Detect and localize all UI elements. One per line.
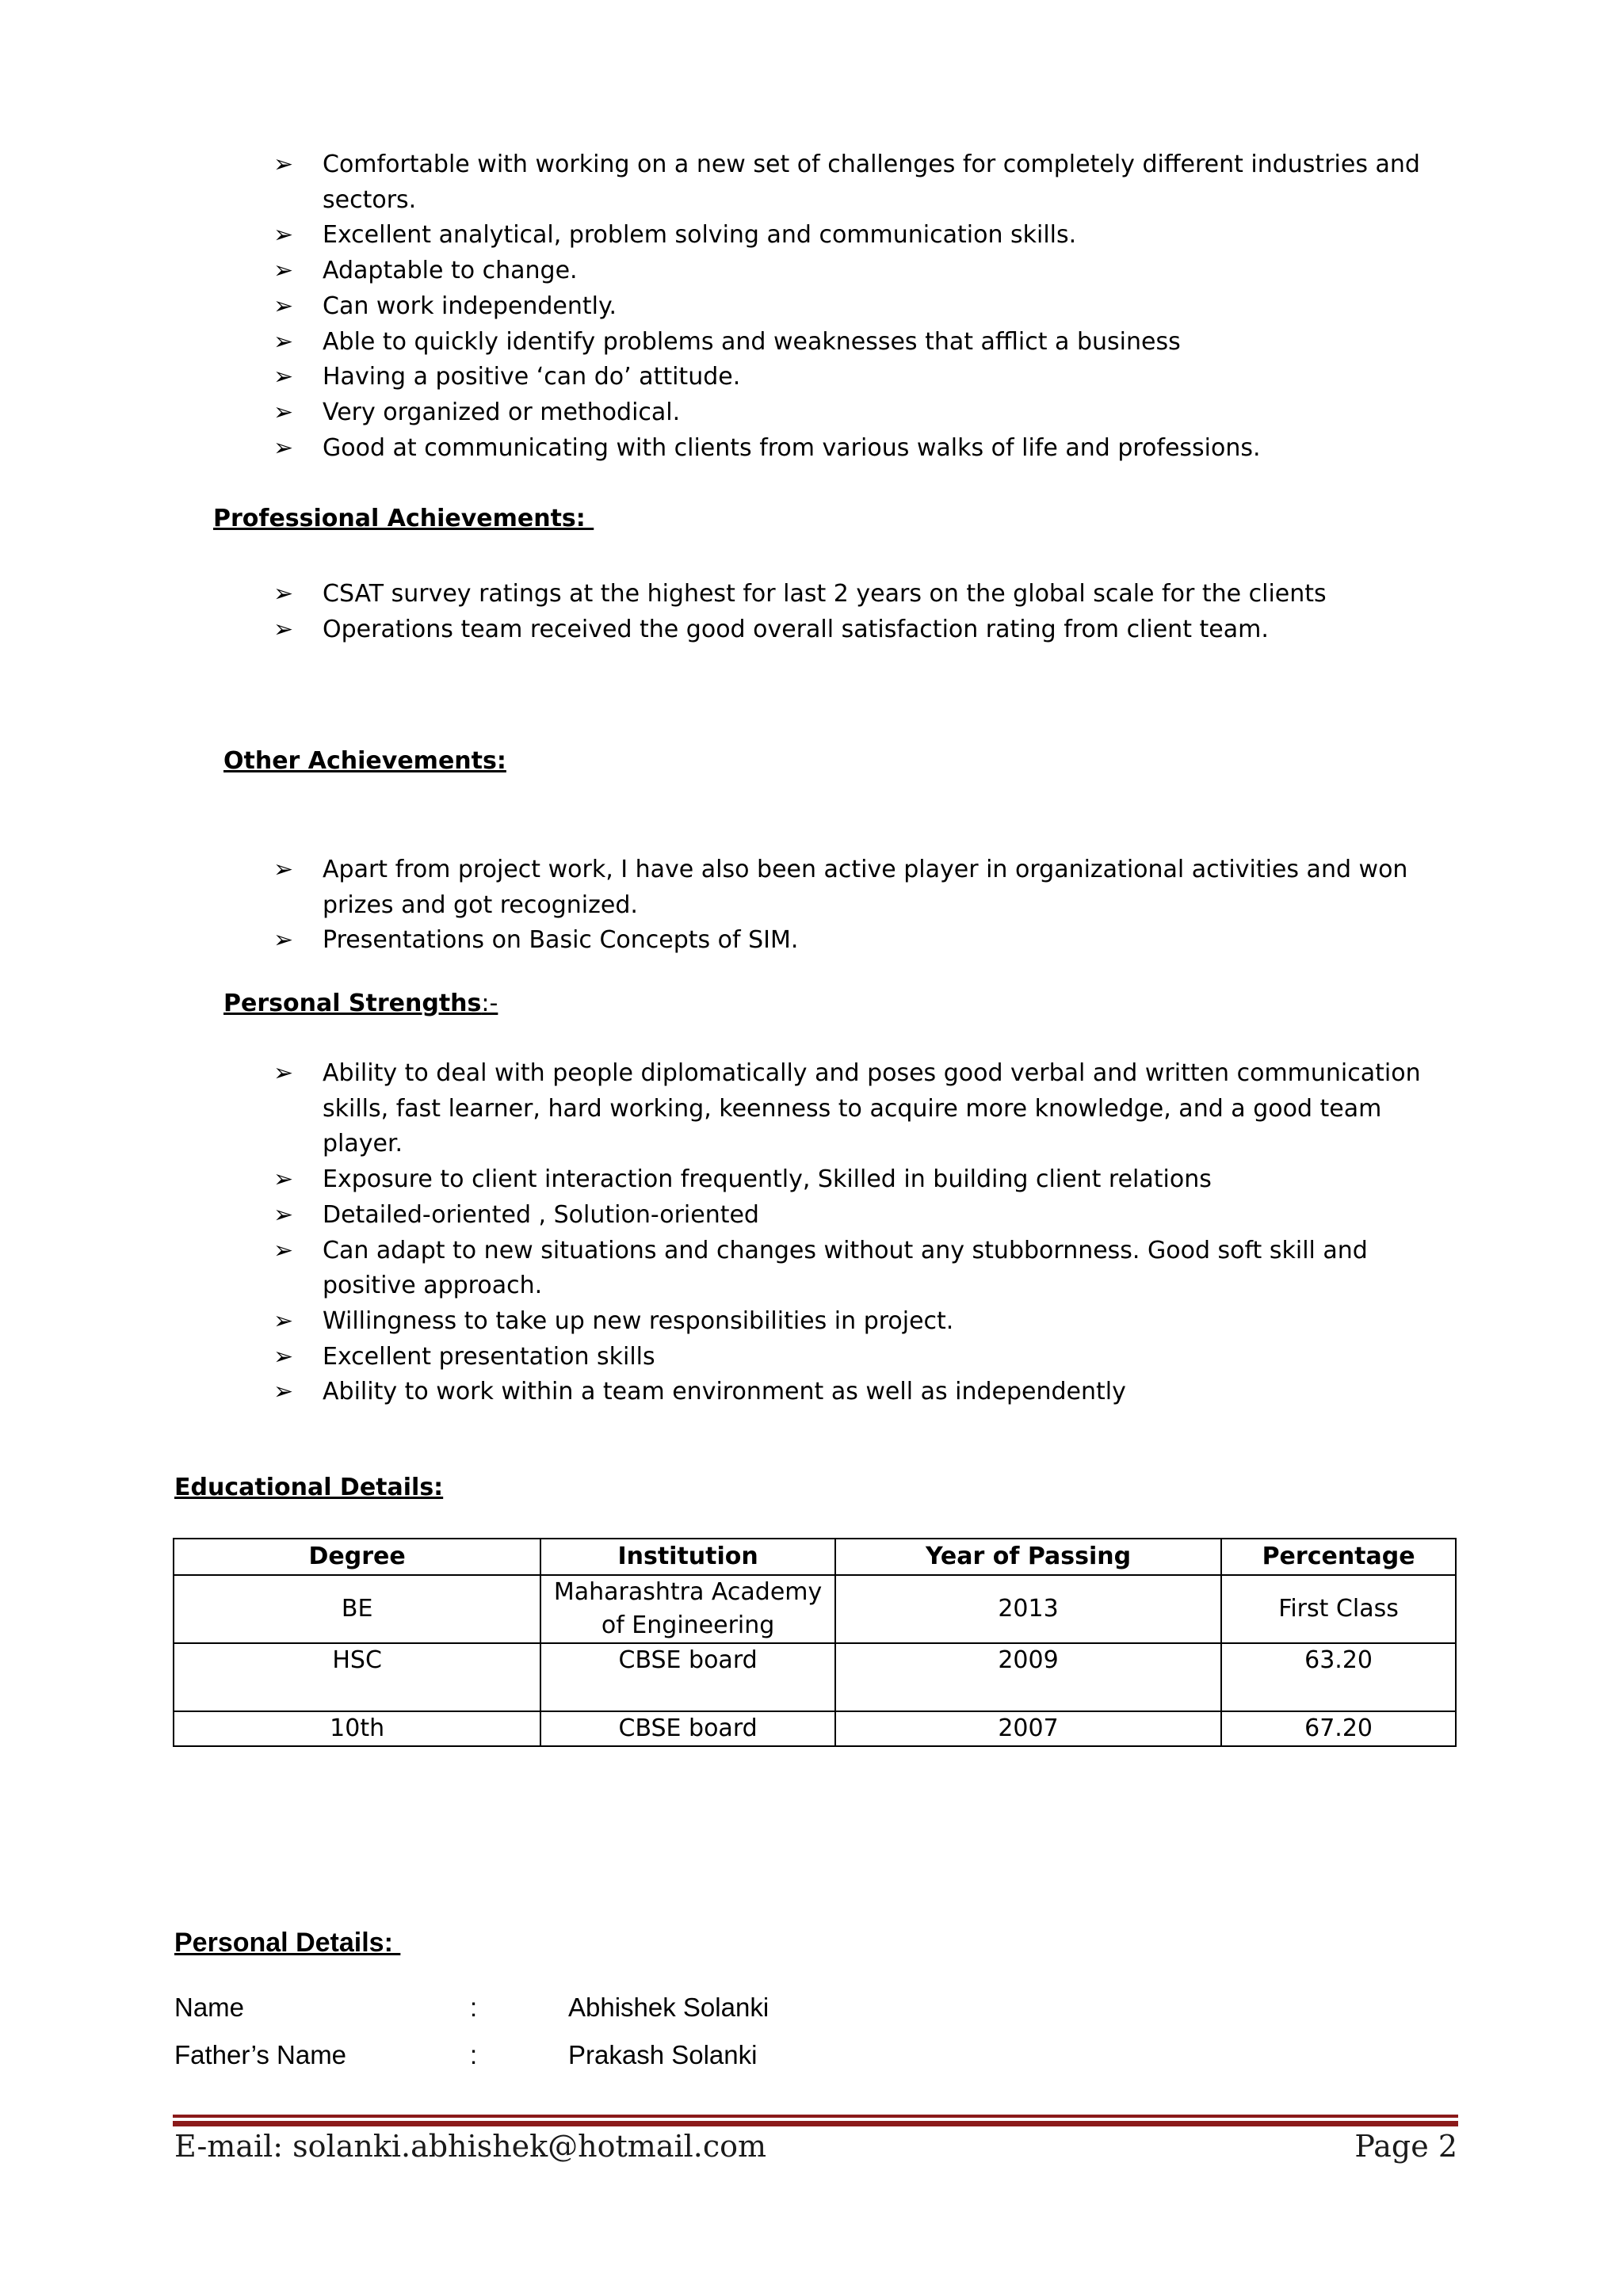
list-item: ➢ Apart from project work, I have also been active player in organizational activities and won prizes and got recognized. bbox=[273, 852, 1462, 923]
footer-page-number: Page 2 bbox=[1354, 2129, 1457, 2164]
column-header-percentage: Percentage bbox=[1221, 1539, 1456, 1575]
arrow-bullet-icon: ➢ bbox=[273, 363, 294, 391]
list-item: ➢ Very organized or methodical. bbox=[273, 395, 1462, 431]
arrow-bullet-icon: ➢ bbox=[273, 327, 294, 356]
personal-strengths-list bbox=[273, 1056, 1462, 1410]
footer-rule-thick bbox=[173, 2121, 1458, 2126]
arrow-bullet-icon: ➢ bbox=[273, 257, 294, 285]
personal-strengths-suffix: :- bbox=[481, 990, 498, 1017]
table-row bbox=[174, 1643, 1456, 1711]
arrow-bullet-icon: ➢ bbox=[273, 221, 294, 250]
arrow-bullet-icon: ➢ bbox=[273, 151, 294, 178]
cell-year: 2009 bbox=[835, 1643, 1221, 1711]
cell-institution: Maharashtra Academy of Engineering bbox=[540, 1575, 835, 1643]
table-row bbox=[174, 1711, 1456, 1746]
list-item: ➢ Ability to deal with people diplomatically and poses good verbal and written communication skills, fast learner, hard working, keenness to acquire more knowledge, and a good team player. bbox=[273, 1056, 1462, 1162]
cell-percentage: 67.20 bbox=[1221, 1711, 1456, 1746]
column-header-institution: Institution bbox=[540, 1539, 835, 1575]
footer-email: E-mail: solanki.abhishek@hotmail.com bbox=[174, 2129, 767, 2164]
list-item: ➢ Comfortable with working on a new set of challenges for completely different industries and sectors. bbox=[273, 147, 1462, 218]
arrow-bullet-icon: ➢ bbox=[273, 1059, 294, 1087]
detail-colon: : bbox=[470, 2040, 478, 2069]
cell-percentage: First Class bbox=[1221, 1575, 1456, 1643]
personal-details-heading: Personal Details: bbox=[174, 1928, 401, 1958]
list-item: ➢ Excellent analytical, problem solving and communication skills. bbox=[273, 218, 1462, 254]
detail-value: Abhishek Solanki bbox=[568, 1993, 769, 2022]
list-item: ➢ Can adapt to new situations and changes without any stubbornness. Good soft skill and positive approach. bbox=[273, 1234, 1462, 1304]
educational-details-heading: Educational Details: bbox=[174, 1474, 444, 1501]
cell-percentage: 63.20 bbox=[1221, 1643, 1456, 1711]
cell-year: 2013 bbox=[835, 1575, 1221, 1643]
professional-achievements-heading: Professional Achievements: bbox=[213, 505, 594, 532]
list-item: ➢ Having a positive ‘can do’ attitude. bbox=[273, 360, 1462, 395]
list-item: ➢ Operations team received the good overall satisfaction rating from client team. bbox=[273, 612, 1462, 648]
list-item: ➢ Willingness to take up new responsibilities in project. bbox=[273, 1304, 1462, 1340]
personal-strengths-title: Personal Strengths bbox=[223, 990, 482, 1017]
detail-label: Name bbox=[174, 1993, 245, 2022]
arrow-bullet-icon: ➢ bbox=[273, 398, 294, 426]
other-achievements-list bbox=[273, 852, 1462, 959]
arrow-bullet-icon: ➢ bbox=[273, 433, 294, 462]
skills-bullet-list bbox=[273, 147, 1462, 466]
arrow-bullet-icon: ➢ bbox=[273, 1200, 294, 1229]
table-header-row bbox=[174, 1539, 1456, 1575]
personal-strengths-heading bbox=[223, 990, 498, 1017]
arrow-bullet-icon: ➢ bbox=[273, 1342, 294, 1371]
list-item: ➢ Can work independently. bbox=[273, 289, 1462, 325]
list-item: ➢ Exposure to client interaction frequently, Skilled in building client relations bbox=[273, 1162, 1462, 1198]
list-item: ➢ Presentations on Basic Concepts of SIM. bbox=[273, 923, 1462, 959]
arrow-bullet-icon: ➢ bbox=[273, 615, 294, 643]
education-table bbox=[173, 1538, 1457, 1747]
list-item: ➢ Good at communicating with clients from various walks of life and professions. bbox=[273, 431, 1462, 467]
table-row bbox=[174, 1575, 1456, 1643]
list-item: ➢ Adaptable to change. bbox=[273, 254, 1462, 289]
list-item: ➢ Detailed-oriented , Solution-oriented bbox=[273, 1198, 1462, 1234]
cell-degree: BE bbox=[174, 1575, 540, 1643]
cell-degree: HSC bbox=[174, 1643, 540, 1711]
arrow-bullet-icon: ➢ bbox=[273, 1378, 294, 1406]
cell-degree: 10th bbox=[174, 1711, 540, 1746]
cell-institution: CBSE board bbox=[540, 1643, 835, 1711]
arrow-bullet-icon: ➢ bbox=[273, 926, 294, 955]
detail-value: Prakash Solanki bbox=[568, 2040, 758, 2069]
arrow-bullet-icon: ➢ bbox=[273, 1165, 294, 1194]
arrow-bullet-icon: ➢ bbox=[273, 856, 294, 883]
professional-achievements-list bbox=[273, 577, 1462, 647]
detail-label: Father’s Name bbox=[174, 2040, 347, 2069]
column-header-year: Year of Passing bbox=[835, 1539, 1221, 1575]
detail-colon: : bbox=[470, 1993, 478, 2022]
list-item: ➢ CSAT survey ratings at the highest for last 2 years on the global scale for the clients bbox=[273, 577, 1462, 612]
arrow-bullet-icon: ➢ bbox=[273, 1306, 294, 1335]
column-header-degree: Degree bbox=[174, 1539, 540, 1575]
list-item: ➢ Excellent presentation skills bbox=[273, 1340, 1462, 1375]
cell-year: 2007 bbox=[835, 1711, 1221, 1746]
arrow-bullet-icon: ➢ bbox=[273, 292, 294, 320]
list-item: ➢ Ability to work within a team environment as well as independently bbox=[273, 1375, 1462, 1410]
cell-institution: CBSE board bbox=[540, 1711, 835, 1746]
footer-rule-thin bbox=[173, 2115, 1458, 2118]
arrow-bullet-icon: ➢ bbox=[273, 1236, 294, 1264]
arrow-bullet-icon: ➢ bbox=[273, 580, 294, 608]
list-item: ➢ Able to quickly identify problems and weaknesses that afflict a business bbox=[273, 325, 1462, 360]
other-achievements-heading: Other Achievements: bbox=[223, 747, 506, 775]
